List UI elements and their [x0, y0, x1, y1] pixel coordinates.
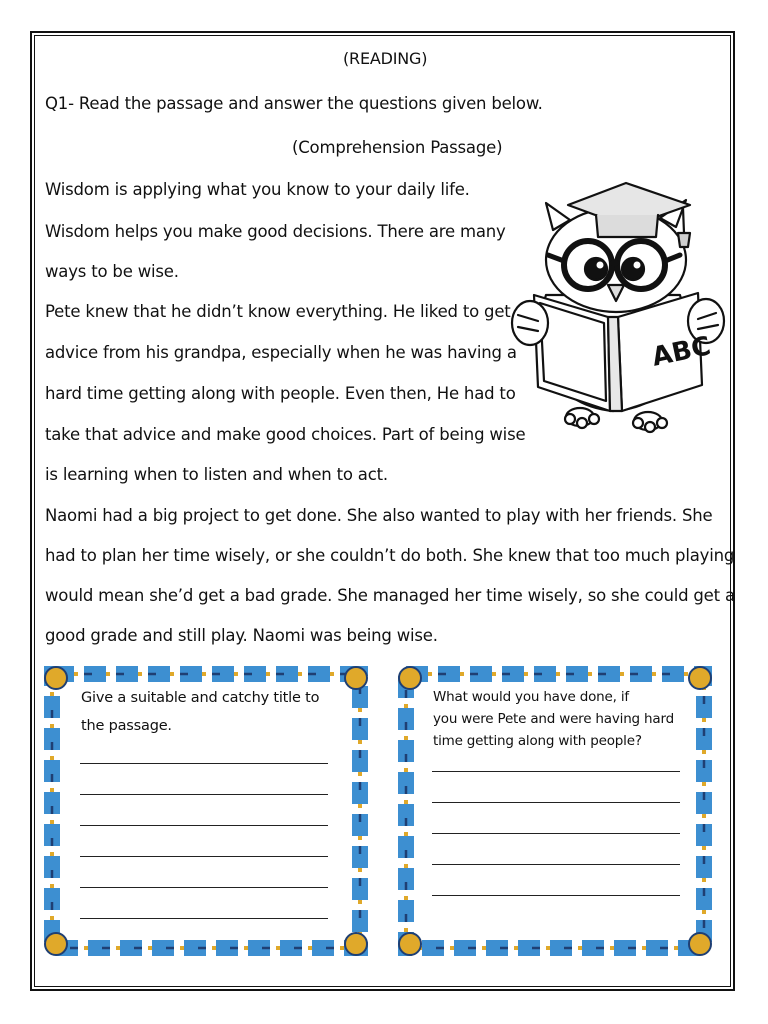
- passage-line: good grade and still play. Naomi was being wise.: [45, 626, 438, 645]
- box-right-prompt-line: What would you have done, if: [433, 689, 629, 705]
- answer-line[interactable]: [432, 864, 680, 865]
- box-left-prompt-line: Give a suitable and catchy title to: [81, 690, 320, 706]
- book-letters: ABC: [649, 331, 714, 373]
- box-left-prompt-line: the passage.: [81, 718, 172, 734]
- passage-line: Wisdom helps you make good decisions. There are many: [45, 222, 506, 241]
- passage-line: ways to be wise.: [45, 262, 179, 281]
- box-right-prompt-line: time getting along with people?: [433, 733, 642, 749]
- decorative-border-left: [42, 664, 370, 958]
- passage-line: advice from his grandpa, especially when he was having a: [45, 343, 517, 362]
- answer-line[interactable]: [80, 763, 328, 764]
- passage-line: Naomi had a big project to get done. She also wanted to play with her friends. She: [45, 506, 713, 525]
- answer-line[interactable]: [80, 856, 328, 857]
- answer-line[interactable]: [80, 794, 328, 795]
- passage-line: had to plan her time wisely, or she couldn’t do both. She knew that too much playing: [45, 546, 735, 565]
- answer-line[interactable]: [80, 887, 328, 888]
- passage-line: Wisdom is applying what you know to your daily life.: [45, 180, 470, 199]
- passage-label: (Comprehension Passage): [292, 138, 503, 157]
- answer-line[interactable]: [80, 825, 328, 826]
- answer-line[interactable]: [432, 895, 680, 896]
- answer-line[interactable]: [80, 918, 328, 919]
- passage-line: hard time getting along with people. Even then, He had to: [45, 384, 516, 403]
- box-right-prompt-line: you were Pete and were having hard: [433, 711, 674, 727]
- question-heading: Q1- Read the passage and answer the questions given below.: [45, 94, 543, 113]
- owl-reading-book-icon: [508, 175, 738, 440]
- answer-line[interactable]: [432, 771, 680, 772]
- passage-line: is learning when to listen and when to act.: [45, 465, 388, 484]
- section-title: (READING): [343, 49, 428, 68]
- passage-line: Pete knew that he didn’t know everything. He liked to get: [45, 302, 511, 321]
- passage-line: take that advice and make good choices. Part of being wise: [45, 425, 526, 444]
- passage-line: would mean she’d get a bad grade. She managed her time wisely, so she could get a: [45, 586, 735, 605]
- answer-line[interactable]: [432, 802, 680, 803]
- decorative-border-right: [396, 664, 714, 958]
- answer-line[interactable]: [432, 833, 680, 834]
